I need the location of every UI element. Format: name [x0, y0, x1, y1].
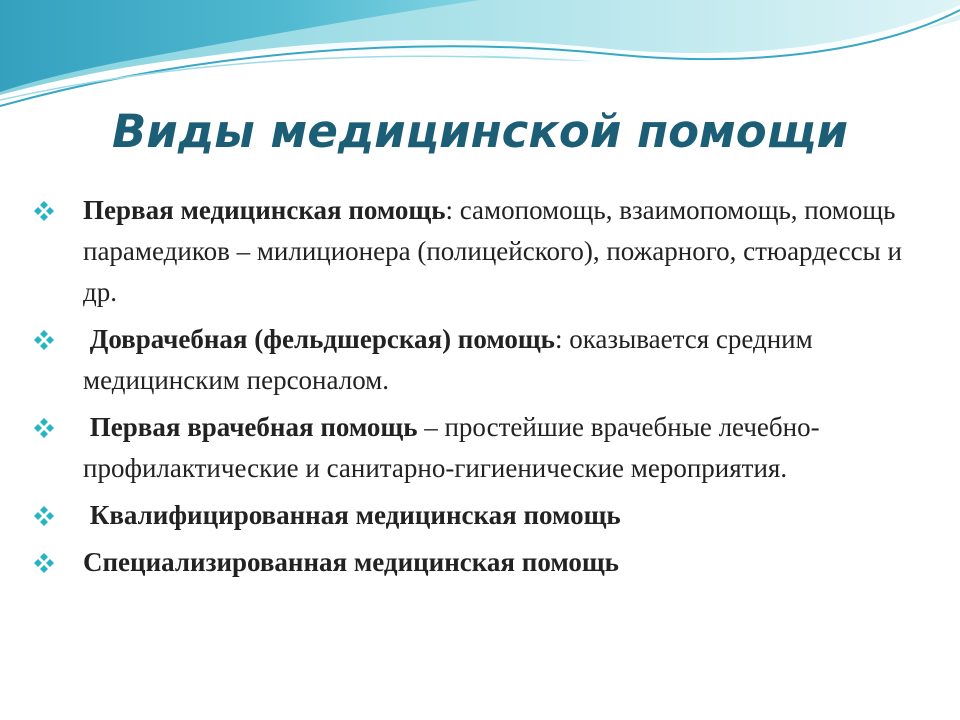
bullet-item-prehospital: [30, 319, 910, 401]
four-diamond-bullet-icon: [33, 200, 55, 222]
bullet-term: Первая медицинская помощь: [83, 195, 446, 225]
four-diamond-bullet-icon: [33, 329, 55, 351]
bullet-term: Специализированная медицинская помощь: [83, 547, 619, 577]
bullet-item-qualified: [30, 495, 910, 536]
bullet-text: : оказывается средним медицинским персоналом.: [83, 324, 813, 395]
bullet-item-first-medical: [30, 407, 910, 489]
bullet-list: [30, 190, 910, 589]
bullet-lead-space: [83, 412, 90, 442]
bullet-text: : самопомощь, взаимопомощь, помощь парамедиков – милиционера (полицейского), пожарного, стюардессы и др.: [83, 195, 902, 307]
bullet-lead-space: [83, 324, 90, 354]
bullet-item-specialized: [30, 542, 910, 583]
bullet-term: Первая врачебная помощь: [89, 412, 418, 442]
bullet-term: Квалифицированная медицинская помощь: [89, 500, 621, 530]
bullet-text: – простейшие врачебные лечебно-профилактические и санитарно-гигиенические мероприятия.: [83, 412, 820, 483]
four-diamond-bullet-icon: [33, 417, 55, 439]
slide-title: Виды медицинской помощи: [112, 105, 848, 158]
bullet-term: Доврачебная (фельдшерская) помощь: [89, 324, 555, 354]
four-diamond-bullet-icon: [33, 552, 55, 574]
bullet-lead-space: [83, 500, 90, 530]
bullet-item-first-aid: [30, 190, 910, 313]
four-diamond-bullet-icon: [33, 505, 55, 527]
